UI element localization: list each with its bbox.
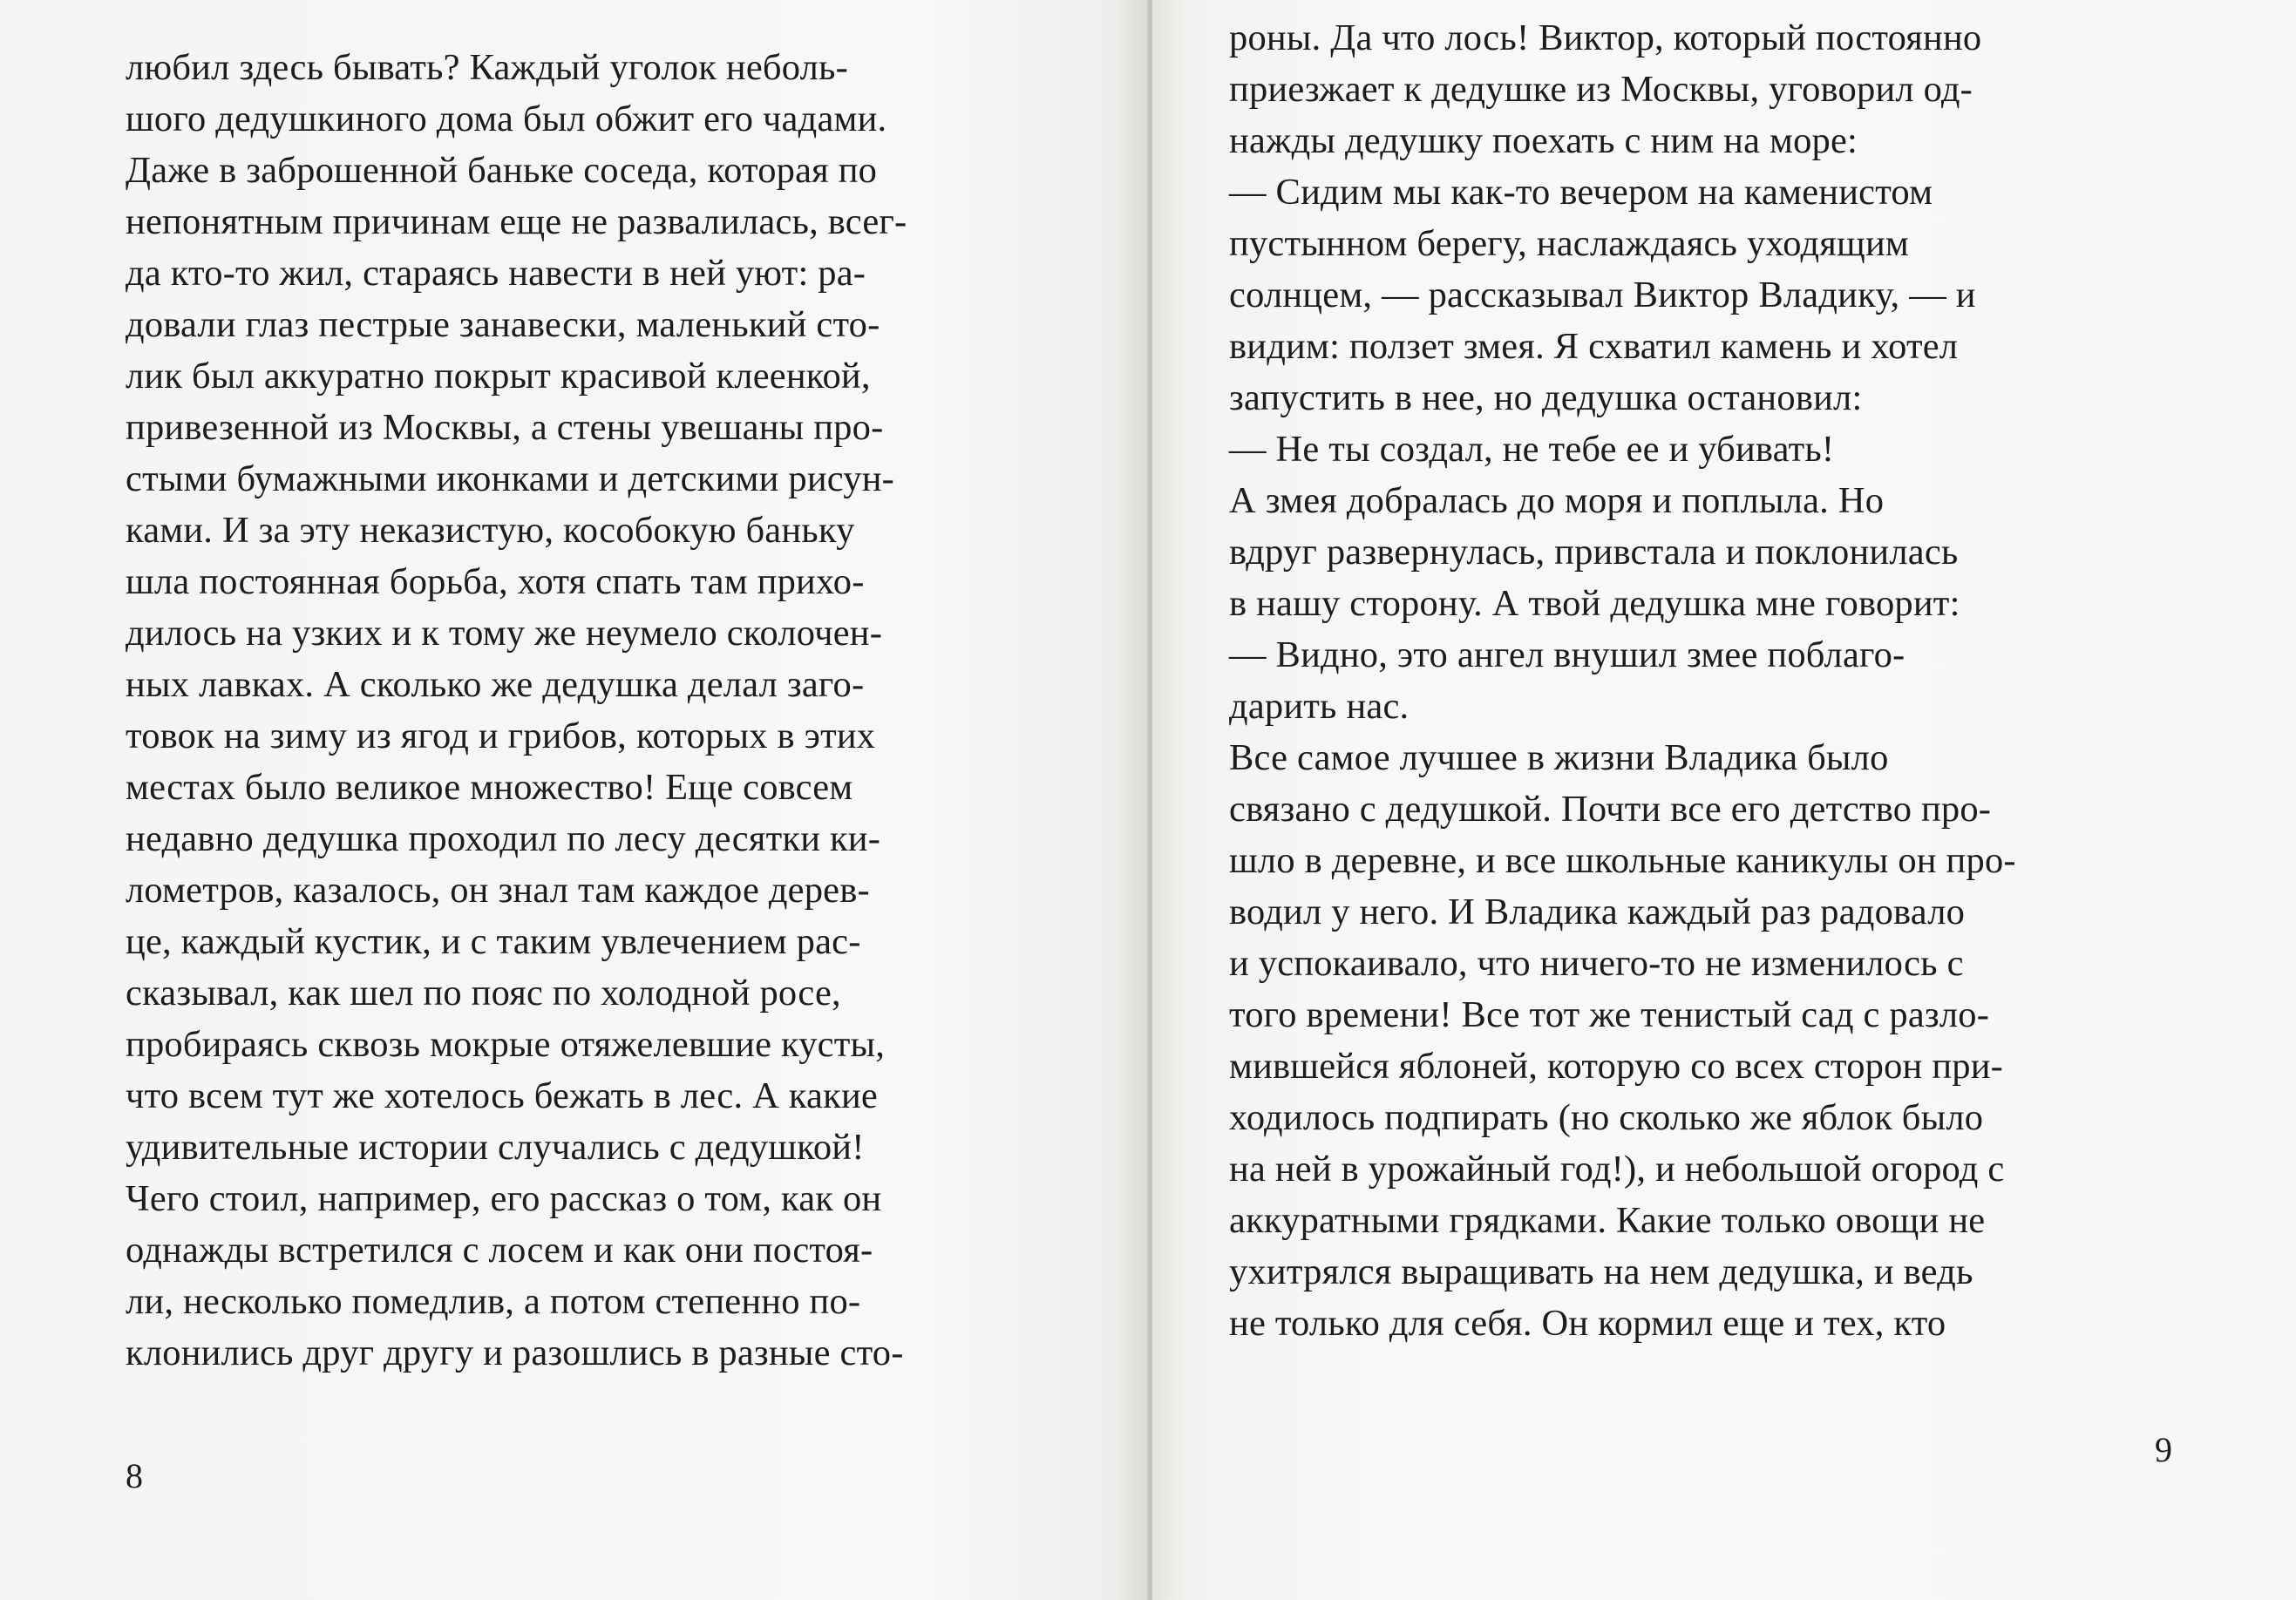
text-line: шла постоянная борьба, хотя спать там прихо-: [126, 561, 865, 602]
text-line: связано с дедушкой. Почти все его детство про-: [1229, 789, 1992, 830]
text-line: вдруг развернулась, привстала и поклонилась: [1229, 532, 1959, 573]
text-line: лик был аккуратно покрыт красивой клеенкой,: [126, 356, 871, 397]
text-line: однажды встретился с лосем и как они постоя-: [126, 1230, 873, 1271]
text-line: удивительные истории случались с дедушкой!: [126, 1127, 865, 1168]
text-line: и успокаивало, что ничего-то не изменилось с: [1229, 943, 1964, 984]
text-line: водил у него. И Владика каждый раз радовало: [1229, 892, 1966, 932]
text-line: лометров, казалось, он знал там каждое дерев-: [126, 870, 870, 911]
text-line: местах было великое множество! Еще совсем: [126, 767, 853, 808]
text-line: любил здесь бывать? Каждый уголок неболь-: [126, 47, 848, 88]
right-page-number: 9: [2155, 1430, 2172, 1469]
left-page-number: 8: [126, 1456, 143, 1495]
right-page-text: [1229, 12, 2170, 1349]
text-line: довали глаз пестрые занавески, маленький сто-: [126, 304, 880, 345]
text-line: мившейся яблоней, которую со всех сторон при-: [1229, 1046, 2004, 1087]
text-line: стыми бумажными иконками и детскими рисун-: [126, 458, 895, 499]
text-line: на ней в урожайный год!), и небольшой огород с: [1229, 1149, 2005, 1190]
text-line: солнцем, — рассказывал Виктор Владику, — и: [1229, 275, 1976, 315]
text-line: привезенной из Москвы, а стены увешаны про-: [126, 407, 884, 448]
text-line: аккуратными грядками. Какие только овощи не: [1229, 1200, 1986, 1241]
text-line: ухитрялся выращивать на нем дедушка, и ведь: [1229, 1251, 1973, 1292]
text-line: клонились друг другу и разошлись в разные сто-: [126, 1332, 904, 1373]
text-line: нажды дедушку поехать с ним на море:: [1229, 120, 1858, 161]
text-line: ходилось подпирать (но сколько же яблок было: [1229, 1097, 1984, 1138]
text-line: да кто-то жил, стараясь навести в ней уют: ра-: [126, 253, 866, 294]
text-line: шого дедушкиного дома был обжит его чадами.: [126, 98, 887, 139]
text-line: шло в деревне, и все школьные каникулы он про-: [1229, 840, 2016, 881]
text-line: — Видно, это ангел внушил змее поблаго-: [1229, 634, 1905, 675]
left-page-text: [126, 42, 1050, 1379]
text-line: дилось на узких и к тому же неумело сколочен-: [126, 613, 883, 654]
text-line: недавно дедушка проходил по лесу десятки ки-: [126, 818, 881, 859]
text-line: дарить нас.: [1229, 686, 1410, 727]
text-line: товок на зиму из ягод и грибов, которых в этих: [126, 715, 876, 756]
text-line: Чего стоил, например, его рассказ о том, как он: [126, 1178, 882, 1219]
text-line: непонятным причинам еще не развалилась, всег-: [126, 201, 907, 242]
text-line: ками. И за эту неказистую, кособокую баньку: [126, 510, 855, 551]
text-line: А змея добралась до моря и поплыла. Но: [1229, 480, 1885, 521]
text-line: ли, несколько помедлив, а потом степенно по-: [126, 1281, 861, 1322]
text-line: запустить в нее, но дедушка остановил:: [1229, 377, 1863, 418]
text-line: — Сидим мы как-то вечером на каменистом: [1229, 172, 1933, 213]
text-line: Все самое лучшее в жизни Владика было: [1229, 737, 1889, 778]
right-page: [1152, 0, 2296, 1600]
text-line: роны. Да что лось! Виктор, который постоянно: [1229, 17, 1982, 58]
text-line: видим: ползет змея. Я схватил камень и хотел: [1229, 326, 1959, 367]
text-line: ных лавках. А сколько же дедушка делал заго-: [126, 664, 865, 705]
text-line: — Не ты создал, не тебе ее и убивать!: [1229, 429, 1835, 470]
text-line: Даже в заброшенной баньке соседа, которая по: [126, 150, 878, 191]
text-line: приезжает к дедушке из Москвы, уговорил од-: [1229, 69, 1973, 110]
text-line: пробираясь сквозь мокрые отяжелевшие кусты,: [126, 1024, 886, 1065]
text-line: не только для себя. Он кормил еще и тех, кто: [1229, 1303, 1946, 1344]
text-line: пустынном берегу, наслаждаясь уходящим: [1229, 223, 1910, 264]
text-line: в нашу сторону. А твой дедушка мне говорит:: [1229, 583, 1960, 624]
text-line: сказывал, как шел по пояс по холодной росе,: [126, 973, 841, 1014]
text-line: це, каждый кустик, и с таким увлечением рас-: [126, 921, 861, 962]
text-line: что всем тут же хотелось бежать в лес. А какие: [126, 1075, 878, 1116]
text-line: того времени! Все тот же тенистый сад с разло-: [1229, 994, 1990, 1035]
